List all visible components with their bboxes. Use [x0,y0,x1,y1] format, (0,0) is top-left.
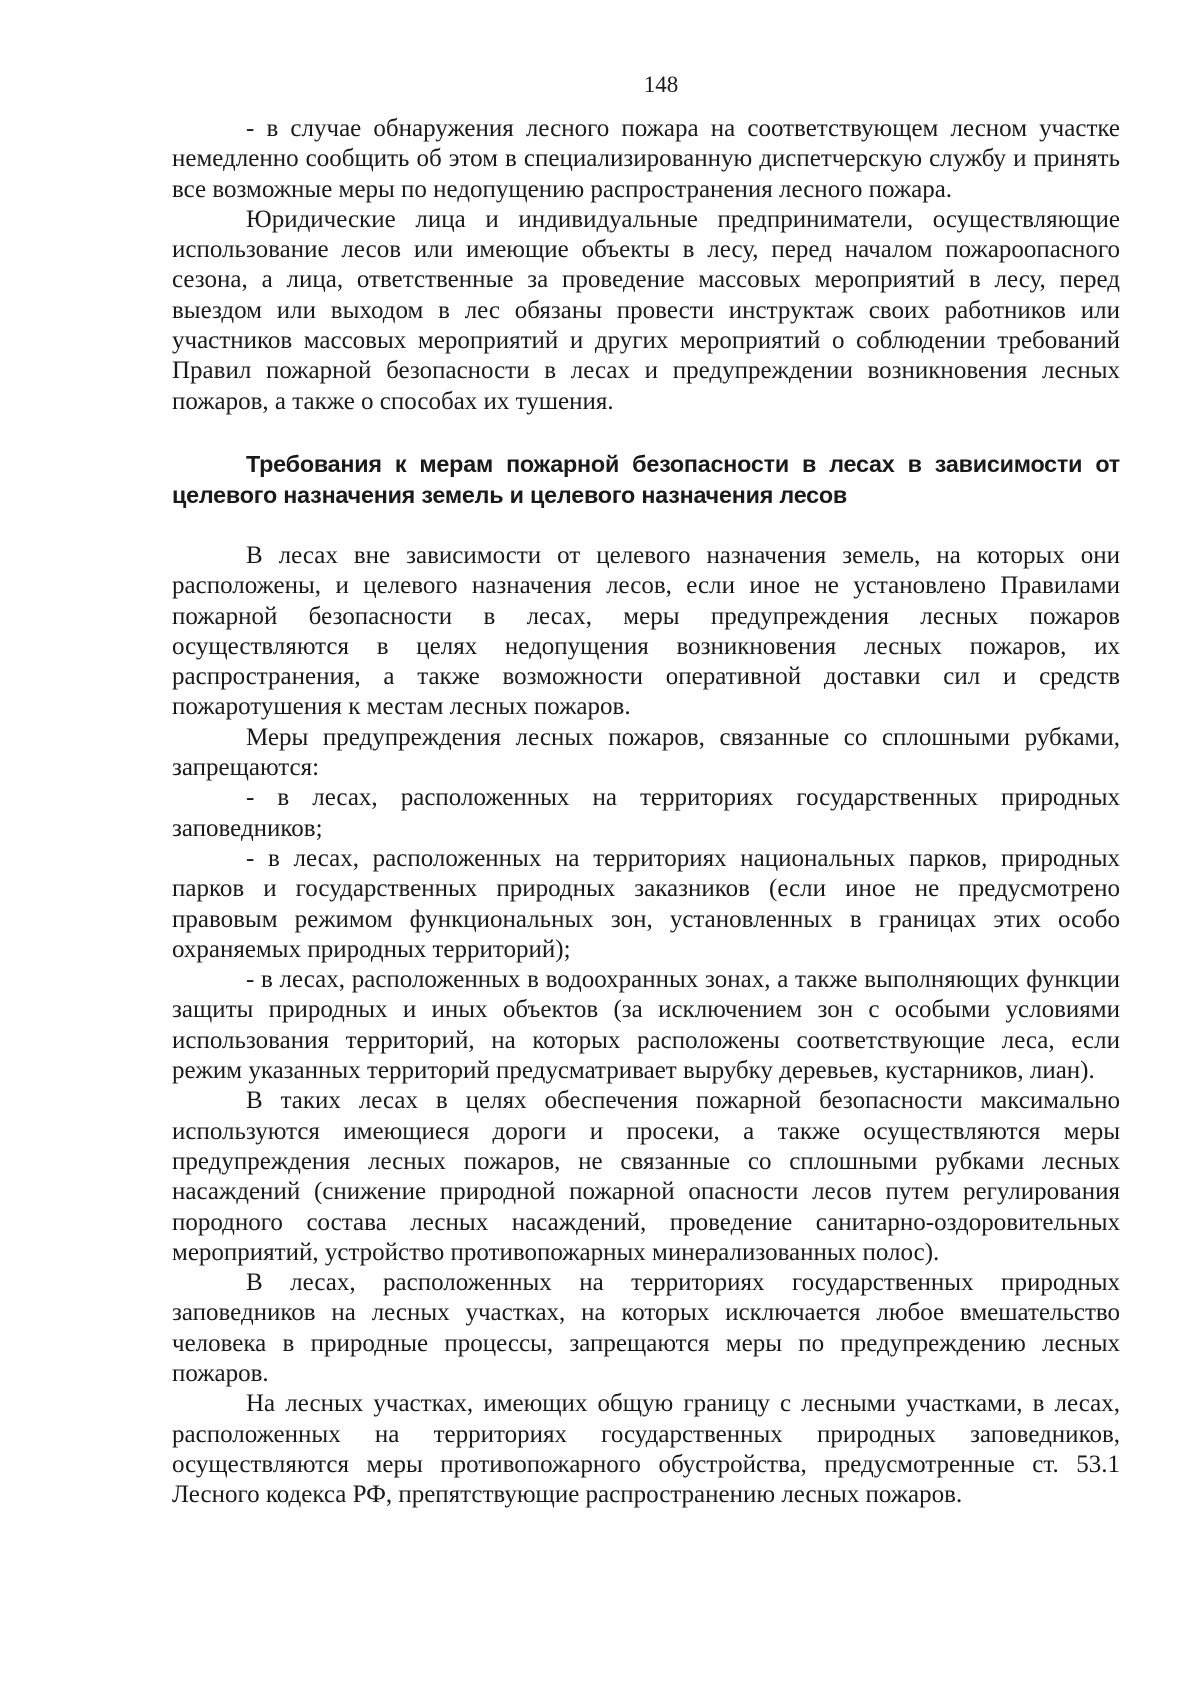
page-number: 148 [643,72,679,97]
section-heading: Требования к мерам пожарной безопасности в лесах в зависимости от целевого назначения земель и целевого назначения лесов [172,450,1120,508]
paragraph-common-border: На лесных участках, имеющих общую границу с лесными участками, в лесах, расположенных на территориях государственных природных заповедников, осуществляются меры противопожарного обустройства, предусмотренные ст. 53.1 Лесного кодекса РФ, препятствующие распространению лесных пожаров. [172,1390,1120,1509]
list-item-water-protection: - в лесах, расположенных в водоохранных зонах, а также выполняющих функции защиты природных и иных объектов (за исключением зон с особыми условиями использования территорий, на которых расположены соответствующие леса, если режим указанных территорий предусматривает вырубку деревьев, кустарников, лиан). [172,966,1120,1085]
paragraph-prevention-measures: В лесах вне зависимости от целевого назначения земель, на которых они расположены, и целевого назначения лесов, если иное не установлено Правилами пожарной безопасности в лесах, меры предупреждения лесных пожаров осуществляются в целях недопущения возникновения лесных пожаров, их распространения, а также возможности оперативной доставки сил и средств пожаротушения к местам лесных пожаров. [172,541,1120,721]
paragraph-no-intervention: В лесах, расположенных на территориях государственных природных заповедников на лесных участках, на которых исключается любое вмешательство человека в природные процессы, запрещаются меры по предупреждению лесных пожаров. [172,1269,1120,1387]
paragraph-instruction-briefing: Юридические лица и индивидуальные предприниматели, осуществляющие использование лесов или имеющие объекты в лесу, перед началом пожароопасного сезона, а лица, ответственные за проведение массовых мероприятий в лесу, перед выездом или выходом в лес обязаны провести инструктаж своих работников или участников массовых мероприятий и других мероприятий о соблюдении требований Правил пожарной безопасности в лесах и предупреждении возникновения лесных пожаров, а также о способах их тушения. [172,205,1120,415]
list-item-reserves: - в лесах, расположенных на территориях государственных природных заповедников; [172,784,1120,842]
paragraph-clear-cutting-prohibited: Меры предупреждения лесных пожаров, связанные со сплошными рубками, запрещаются: [172,723,1120,782]
paragraph-fire-detection: - в случае обнаружения лесного пожара на соответствующем лесном участке немедленно сообщить об этом в специализированную диспетчерскую службу и принять все возможные меры по недопущению распространения лесного пожара. [172,115,1120,203]
document-page [172,70,1120,1510]
list-item-national-parks: - в лесах, расположенных на территориях национальных парков, природных парков и государственных природных заказников (если иное не предусмотрено правовым режимом функциональных зон, установленных в границах этих особо охраняемых природных территорий); [172,844,1120,963]
paragraph-roads-and-clearings: В таких лесах в целях обеспечения пожарной безопасности максимально используются имеющиеся дороги и просеки, а также осуществляются меры предупреждения лесных пожаров, не связанные со сплошными рубками лесных насаждений (снижение природной пожарной опасности лесов путем регулирования породного состава лесных насаждений, проведение санитарно-оздоровительных мероприятий, устройство противопожарных минерализованных полос). [172,1087,1120,1266]
